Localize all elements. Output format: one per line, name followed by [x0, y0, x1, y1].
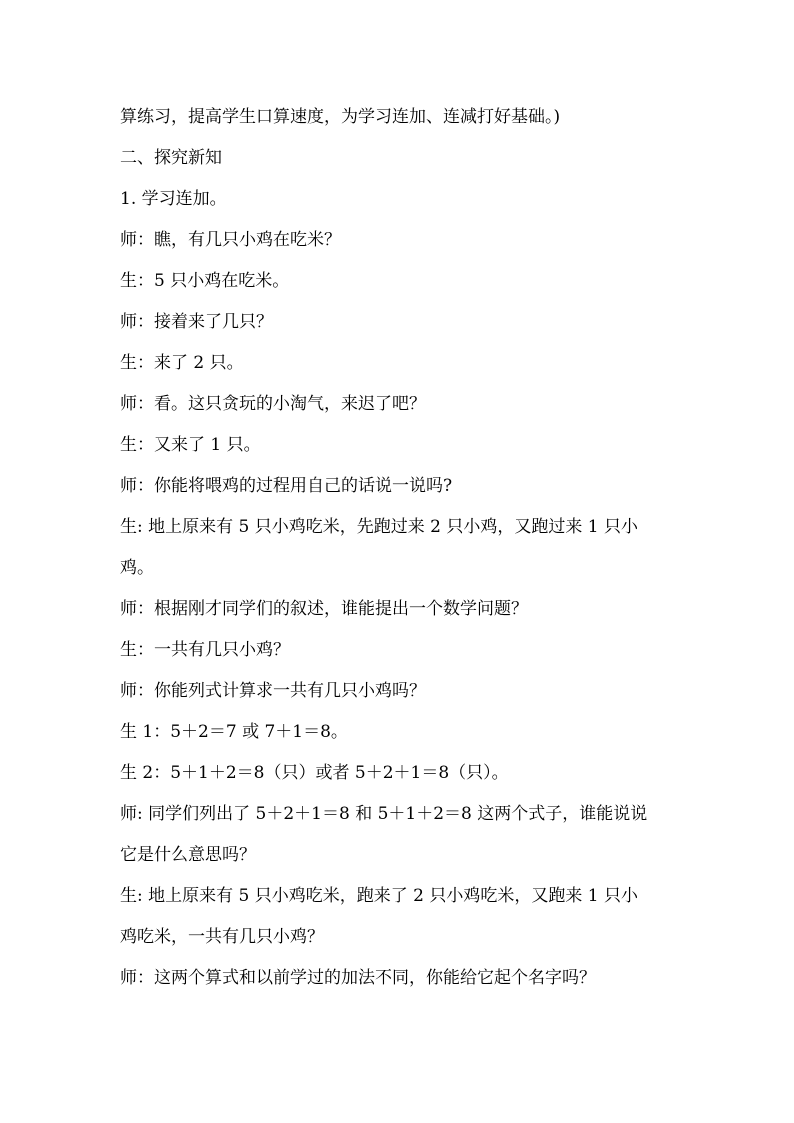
text-line: 生: 地上原来有 5 只小鸡吃米，先跑过来 2 只小鸡，又跑过来 1 只小 [120, 517, 639, 537]
text-line: 师：这两个算式和以前学过的加法不同，你能给它起个名字吗？ [120, 968, 596, 988]
text-line: 生 1：5＋2＝7 或 7＋1＝8。 [120, 722, 348, 742]
text-line: 生：又来了 1 只。 [120, 435, 261, 455]
text-line: 生：5 只小鸡在吃米。 [120, 271, 290, 291]
text-line: 生：一共有几只小鸡？ [120, 640, 290, 660]
text-line: 它是什么意思吗？ [120, 845, 256, 865]
text-line: 生 2：5＋1＋2＝8（只）或者 5＋2＋1＝8（只）。 [120, 763, 509, 783]
text-line: 鸡吃米，一共有几只小鸡？ [120, 927, 324, 947]
text-line: 师：根据刚才同学们的叙述，谁能提出一个数学问题？ [120, 599, 528, 619]
text-line: 鸡。 [120, 558, 154, 578]
text-line: 师: 同学们列出了 5＋2＋1＝8 和 5＋1＋2＝8 这两个式子，谁能说说 [120, 804, 648, 824]
text-line: 师：看。这只贪玩的小淘气，来迟了吧？ [120, 394, 426, 414]
text-line: 师：你能列式计算求一共有几只小鸡吗？ [120, 681, 426, 701]
section-heading: 二、探究新知 [120, 148, 222, 168]
text-line: 师：接着来了几只？ [120, 312, 273, 332]
text-line: 生: 地上原来有 5 只小鸡吃米，跑来了 2 只小鸡吃米，又跑来 1 只小 [120, 886, 639, 906]
subsection-heading: 1. 学习连加。 [120, 189, 227, 209]
text-line: 算练习，提高学生口算速度，为学习连加、连减打好基础。) [120, 107, 561, 127]
text-line: 生：来了 2 只。 [120, 353, 244, 373]
text-line: 师：瞧，有几只小鸡在吃米？ [120, 230, 341, 250]
lesson-text [120, 102, 680, 1004]
text-line: 师：你能将喂鸡的过程用自己的话说一说吗? [120, 476, 453, 496]
